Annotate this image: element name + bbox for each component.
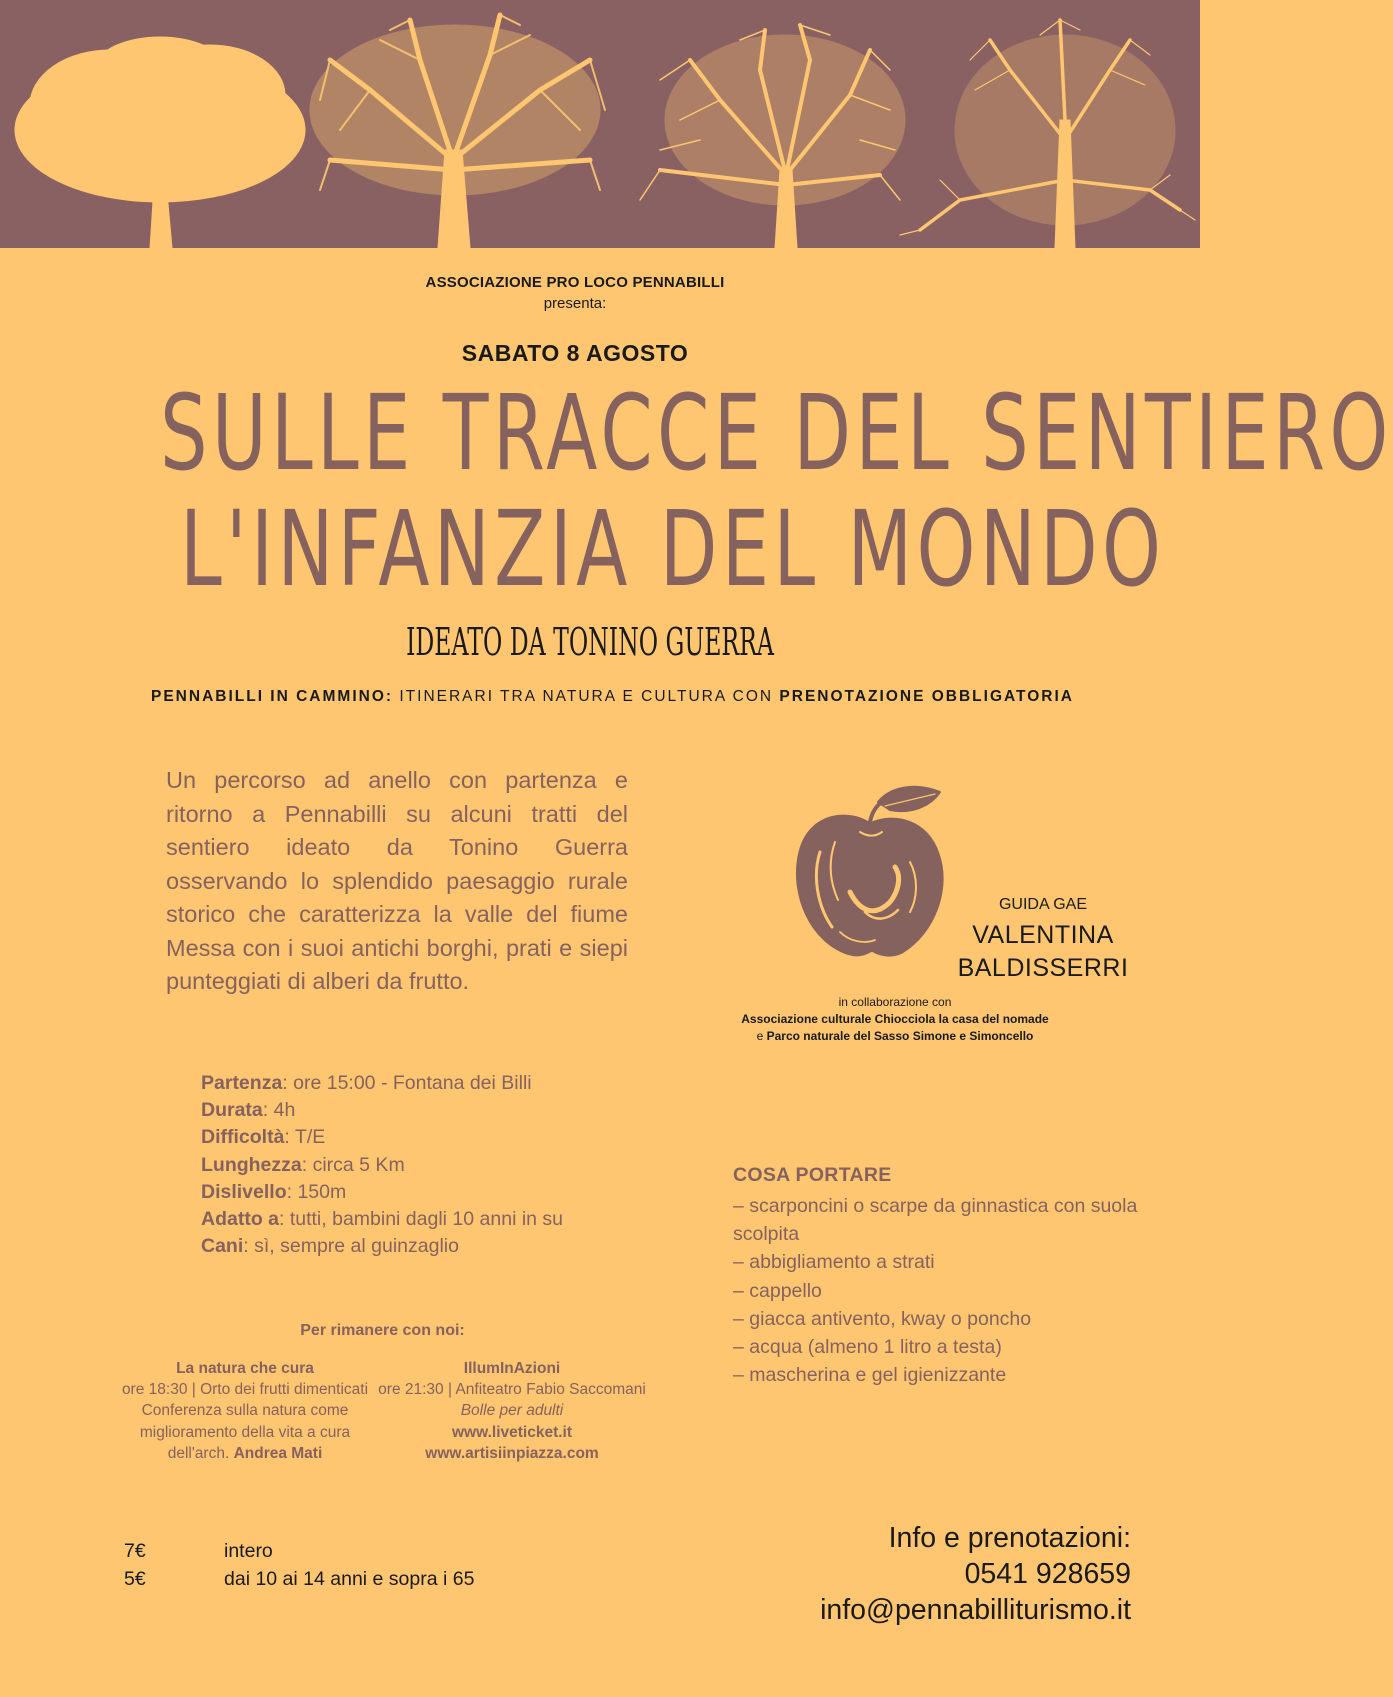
event-desc: Conferenza sulla natura come miglioramento della vita a cura dell'arch. [139, 1402, 351, 1462]
detail-row [201, 1179, 641, 1206]
detail-label: Difficoltà [201, 1126, 285, 1149]
detail-label: Cani [201, 1235, 244, 1258]
detail-value: : ore 15:00 - Fontana dei Billi [282, 1072, 532, 1094]
bring-list [733, 1192, 1153, 1389]
stay-title: Per rimanere con noi: [300, 1322, 465, 1339]
oak-tree-icon [15, 37, 305, 248]
detail-label: Dislivello [201, 1180, 287, 1203]
bring-item: – mascherina e gel igienizzante [733, 1364, 1007, 1387]
collaboration [630, 994, 1160, 1045]
guide-role: GUIDA GAE [998, 896, 1088, 913]
apple-icon [790, 782, 950, 967]
detail-label: Adatto a [201, 1208, 279, 1231]
detail-value: : 150m [286, 1180, 347, 1203]
price-row [124, 1538, 474, 1566]
event-time-place: ore 21:30 | Anfiteatro Fabio Saccomani [378, 1381, 646, 1399]
event-time-place: ore 18:30 | Orto dei frutti dimenticati [121, 1381, 369, 1399]
title-line-1: SULLE TRACCE DEL SENTIERO [159, 372, 1393, 494]
detail-row [201, 1206, 641, 1233]
event-note: Bolle per adulti [460, 1402, 564, 1420]
hike-details [201, 1070, 641, 1260]
detail-value: : sì, sempre al guinzaglio [243, 1235, 459, 1258]
detail-label: Durata [201, 1099, 263, 1122]
detail-label: Partenza [201, 1072, 283, 1094]
detail-value: : T/E [284, 1126, 326, 1149]
event-link-2[interactable]: www.artisiinpiazza.com [425, 1444, 599, 1462]
tall-tree-icon [900, 20, 1195, 248]
description: Un percorso ad anello con partenza e ritorno a Pennabilli su alcuni tratti del sentiero ideato da Tonino Guerra osservando lo splendido paesaggio rurale storico che caratterizza la valle del fiume Messa con i suoi antichi borghi, prati e siepi punteggiati di alberi da frutto. [166, 767, 628, 994]
subtitle: IDEATO DA TONINO GUERRA [406, 620, 774, 664]
collab-prefix: e [756, 1029, 764, 1043]
spreading-tree-icon [310, 15, 605, 248]
tagline [0, 688, 1225, 706]
info-phone[interactable]: 0541 928659 [964, 1558, 1131, 1590]
guide-first-name: VALENTINA [972, 921, 1114, 949]
tagline-text: ITINERARI TRA NATURA E CULTURA CON [399, 688, 774, 705]
detail-value: : 4h [262, 1099, 296, 1122]
contact-info [700, 1520, 1131, 1628]
event-speaker: Andrea Mati [233, 1444, 323, 1462]
bring-item: – abbigliamento a strati [733, 1251, 935, 1274]
detail-label: Lunghezza [201, 1153, 302, 1176]
event-name: IllumInAzioni [463, 1360, 561, 1377]
prices [124, 1538, 474, 1593]
info-heading: Info e prenotazioni: [888, 1522, 1131, 1554]
detail-row [201, 1097, 641, 1124]
collab-partner-2-line [630, 1028, 1160, 1045]
guide-last-name: BALDISSERRI [957, 954, 1129, 982]
detail-row [201, 1124, 641, 1151]
price-desc: intero [224, 1540, 273, 1562]
tagline-bold-2: PRENOTAZIONE OBBLIGATORIA [779, 688, 1074, 705]
price-row [124, 1566, 474, 1594]
price-desc: dai 10 ai 14 anni e sopra i 65 [224, 1567, 475, 1590]
bare-tree-icon [640, 25, 905, 248]
detail-row [201, 1152, 641, 1179]
price-amount: 7€ [124, 1540, 146, 1562]
event-link-1[interactable]: www.liveticket.it [451, 1423, 573, 1441]
collab-partner-1: Associazione culturale Chiocciola la casa del nomade [741, 1012, 1049, 1026]
title-line-2: L'INFANZIA DEL MONDO [179, 488, 1166, 610]
bring-title: COSA PORTARE [733, 1164, 892, 1186]
bring-item: – cappello [733, 1279, 822, 1302]
event-desc-line [110, 1400, 380, 1464]
price-amount: 5€ [124, 1567, 146, 1590]
collab-partner-2: Parco naturale del Sasso Simone e Simoncello [766, 1029, 1034, 1043]
event-date: SABATO 8 AGOSTO [461, 340, 689, 366]
organizer-name: ASSOCIAZIONE PRO LOCO PENNABILLI [425, 274, 725, 291]
bring-item: – giacca antivento, kway o poncho [733, 1307, 1032, 1330]
tagline-bold-1: PENNABILLI IN CAMMINO: [151, 688, 394, 705]
bring-item: – acqua (almeno 1 litro a testa) [733, 1336, 1002, 1359]
detail-row [201, 1070, 641, 1097]
info-email[interactable]: info@pennabilliturismo.it [820, 1594, 1131, 1626]
event-card-2 [377, 1358, 647, 1464]
event-name: La natura che cura [176, 1360, 314, 1377]
tree-banner [0, 0, 1200, 248]
detail-row [201, 1233, 641, 1260]
detail-value: : circa 5 Km [301, 1153, 405, 1176]
detail-value: : tutti, bambini dagli 10 anni in su [279, 1208, 564, 1231]
event-card-1 [110, 1358, 380, 1464]
presents-label: presenta: [543, 295, 607, 312]
guide-name [940, 919, 1146, 985]
trees-illustration-icon [0, 0, 1200, 248]
collab-intro: in collaborazione con [838, 995, 952, 1009]
bring-item: – scarponcini o scarpe da ginnastica con suola scolpita [733, 1195, 1138, 1246]
